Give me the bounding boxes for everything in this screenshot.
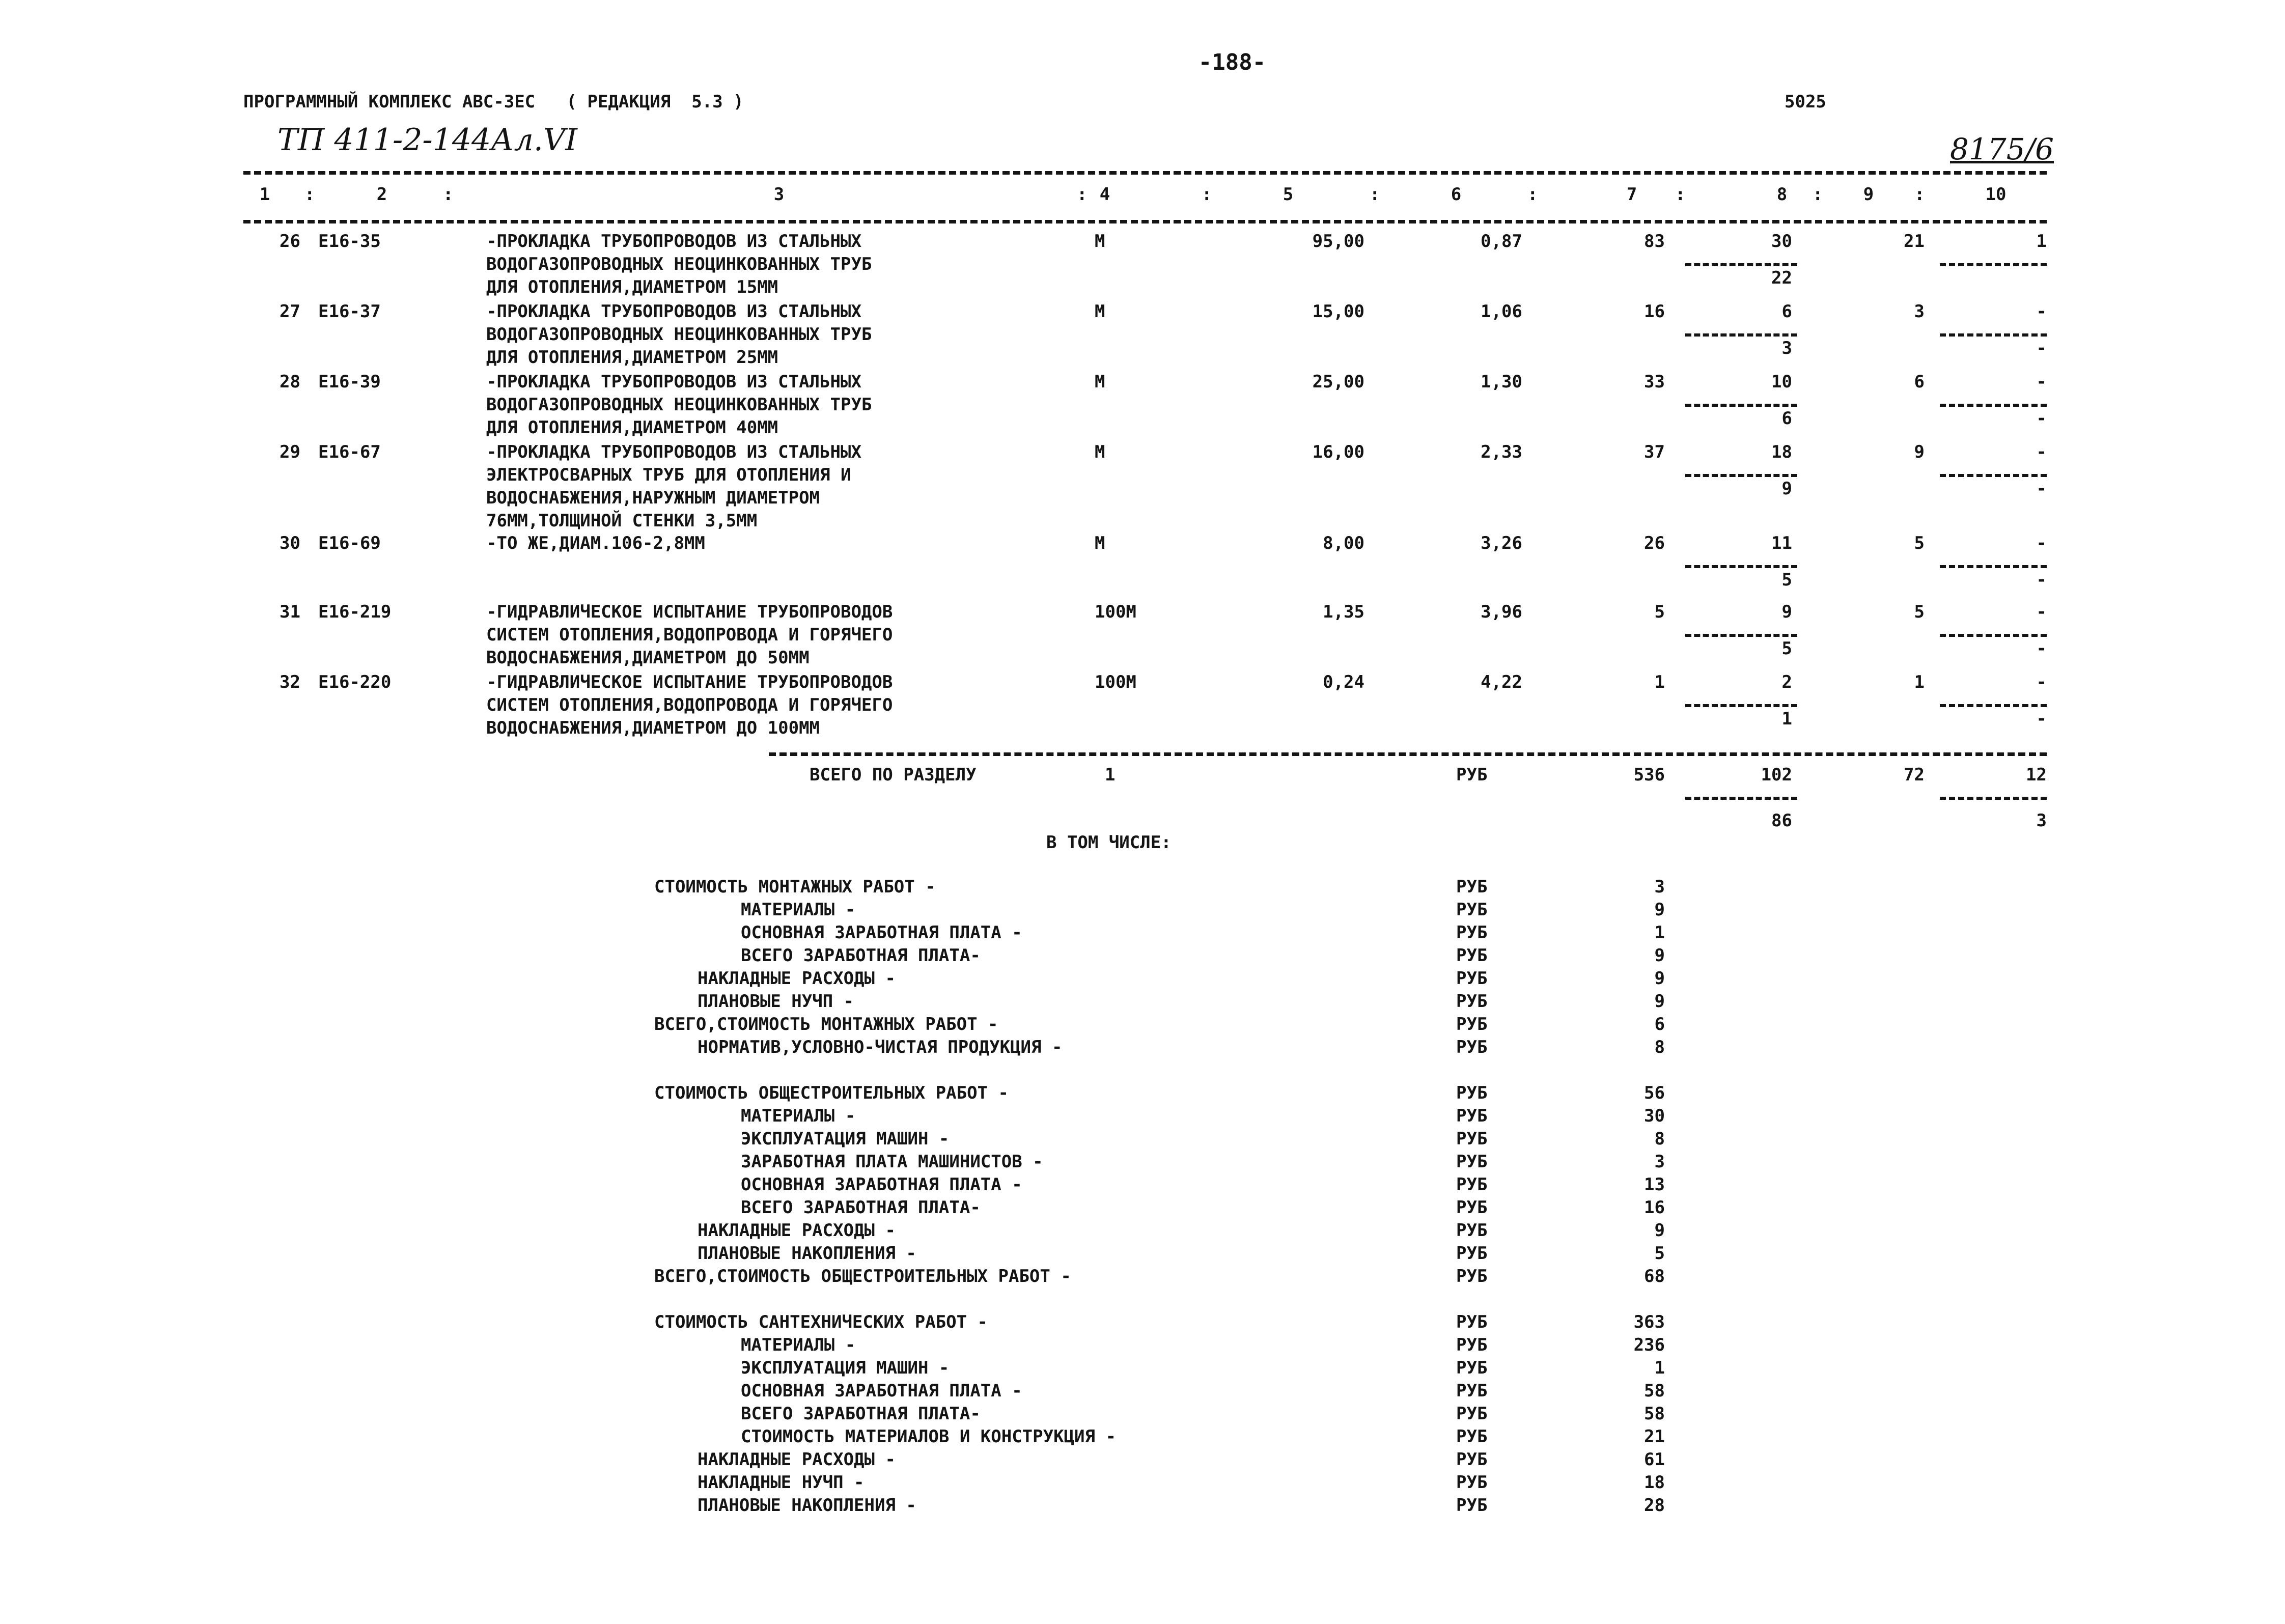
- breakdown-unit: РУБ: [1456, 1174, 1488, 1195]
- breakdown-unit: РУБ: [1456, 1335, 1488, 1355]
- column-number-7: 7: [1626, 184, 1637, 205]
- breakdown-value: 9: [1654, 900, 1665, 920]
- header-bottom-rule: [243, 220, 2047, 223]
- row-col10-divider: [1940, 404, 2047, 407]
- row-col10-divider: [1940, 565, 2047, 568]
- column-number-4: 4: [1099, 184, 1110, 205]
- breakdown-value: 8: [1654, 1037, 1665, 1057]
- breakdown-unit: РУБ: [1456, 1495, 1488, 1516]
- breakdown-label: МАТЕРИАЛЫ -: [741, 1106, 856, 1126]
- section-total-col10-bottom: 3: [2036, 810, 2047, 831]
- row-col8-top: 2: [1781, 672, 1792, 692]
- breakdown-label: НОРМАТИВ,УСЛОВНО-ЧИСТАЯ ПРОДУКЦИЯ -: [698, 1037, 1063, 1057]
- breakdown-unit: РУБ: [1456, 1312, 1488, 1332]
- page-number: -188-: [1198, 49, 1266, 75]
- breakdown-label: НАКЛАДНЫЕ РАСХОДЫ -: [698, 1220, 896, 1241]
- row-col10-top: 1: [2036, 231, 2047, 251]
- section-total-amount: 536: [1633, 765, 1665, 785]
- breakdown-label: ВСЕГО,СТОИМОСТЬ МОНТАЖНЫХ РАБОТ -: [654, 1014, 998, 1034]
- breakdown-unit: РУБ: [1456, 1106, 1488, 1126]
- row-number: 28: [280, 372, 300, 392]
- row-col8-divider: [1685, 634, 1797, 637]
- row-description: -ГИДРАВЛИЧЕСКОЕ ИСПЫТАНИЕ ТРУБОПРОВОДОВ СИСТЕМ ОТОПЛЕНИЯ,ВОДОПРОВОДА И ГОРЯЧЕГО ВОДОСНАБЖЕНИЯ,ДИАМЕТРОМ ДО 50ММ: [486, 602, 893, 668]
- section-total-col10-top: 12: [2026, 765, 2047, 785]
- row-col9: 21: [1904, 231, 1925, 251]
- row-unit: 100М: [1095, 602, 1136, 622]
- breakdown-value: 1: [1654, 1358, 1665, 1378]
- including-heading: В ТОМ ЧИСЛЕ:: [1046, 832, 1172, 853]
- row-col10-divider: [1940, 474, 2047, 477]
- breakdown-label: ВСЕГО ЗАРАБОТНАЯ ПЛАТА-: [741, 1197, 981, 1218]
- row-unit-price: 3,26: [1481, 533, 1522, 553]
- header-top-rule: [243, 171, 2047, 175]
- row-col10-bottom: -: [2036, 570, 2047, 590]
- row-col9: 3: [1914, 301, 1925, 322]
- column-separator: :: [304, 184, 315, 205]
- breakdown-unit: РУБ: [1456, 945, 1488, 966]
- row-col8-divider: [1685, 263, 1797, 266]
- breakdown-unit: РУБ: [1456, 1404, 1488, 1424]
- column-separator: :: [1914, 184, 1925, 205]
- row-quantity: 16,00: [1312, 442, 1364, 462]
- column-number-10: 10: [1985, 184, 2007, 205]
- row-unit: М: [1095, 231, 1105, 251]
- breakdown-value: 16: [1644, 1197, 1665, 1218]
- row-col10-top: -: [2036, 533, 2047, 553]
- row-col8-top: 10: [1771, 372, 1792, 392]
- row-col9: 5: [1914, 602, 1925, 622]
- breakdown-label: СТОИМОСТЬ МОНТАЖНЫХ РАБОТ -: [654, 877, 936, 897]
- breakdown-label: ОСНОВНАЯ ЗАРАБОТНАЯ ПЛАТА -: [741, 922, 1022, 943]
- breakdown-label: ПЛАНОВЫЕ НАКОПЛЕНИЯ -: [698, 1495, 916, 1516]
- breakdown-unit: РУБ: [1456, 877, 1488, 897]
- row-number: 32: [280, 672, 300, 692]
- row-col8-top: 30: [1771, 231, 1792, 251]
- breakdown-unit: РУБ: [1456, 1243, 1488, 1264]
- row-code: Е16-35: [318, 231, 381, 251]
- breakdown-value: 6: [1654, 1014, 1665, 1034]
- breakdown-label: ВСЕГО ЗАРАБОТНАЯ ПЛАТА-: [741, 1404, 981, 1424]
- row-number: 30: [280, 533, 300, 553]
- row-col10-bottom: -: [2036, 638, 2047, 659]
- row-description: -ПРОКЛАДКА ТРУБОПРОВОДОВ ИЗ СТАЛЬНЫХ ЭЛЕКТРОСВАРНЫХ ТРУБ ДЛЯ ОТОПЛЕНИЯ И ВОДОСНАБЖЕНИЯ,НАРУЖНЫМ ДИАМЕТРОМ 76ММ,ТОЛЩИНОЙ СТЕНКИ 3,5ММ: [486, 442, 861, 531]
- row-col8-bottom: 6: [1781, 408, 1792, 429]
- breakdown-value: 56: [1644, 1083, 1665, 1103]
- handwritten-project-number: ТП 411-2-144Ал.VI: [277, 122, 577, 158]
- row-col8-bottom: 3: [1781, 338, 1792, 358]
- row-unit: 100М: [1095, 672, 1136, 692]
- column-separator: :: [443, 184, 454, 205]
- breakdown-label: ЭКСПЛУАТАЦИЯ МАШИН -: [741, 1358, 950, 1378]
- row-col8-bottom: 9: [1781, 479, 1792, 499]
- breakdown-label: ВСЕГО,СТОИМОСТЬ ОБЩЕСТРОИТЕЛЬНЫХ РАБОТ -: [654, 1266, 1071, 1286]
- column-number-2: 2: [376, 184, 387, 205]
- row-code: Е16-219: [318, 602, 392, 622]
- column-separator: :: [1370, 184, 1380, 205]
- breakdown-label: НАКЛАДНЫЕ НУЧП -: [698, 1472, 865, 1493]
- column-number-8: 8: [1776, 184, 1788, 205]
- row-col8-top: 9: [1781, 602, 1792, 622]
- row-unit: М: [1095, 372, 1105, 392]
- breakdown-unit: РУБ: [1456, 922, 1488, 943]
- row-col10-bottom: -: [2036, 408, 2047, 429]
- breakdown-unit: РУБ: [1456, 1266, 1488, 1286]
- row-col10-bottom: -: [2036, 338, 2047, 358]
- row-total: 33: [1644, 372, 1665, 392]
- row-code: Е16-67: [318, 442, 381, 462]
- row-col9: 6: [1914, 372, 1925, 392]
- breakdown-value: 8: [1654, 1129, 1665, 1149]
- row-total: 37: [1644, 442, 1665, 462]
- breakdown-value: 68: [1644, 1266, 1665, 1286]
- breakdown-value: 18: [1644, 1472, 1665, 1493]
- column-separator: :: [1527, 184, 1538, 205]
- breakdown-value: 58: [1644, 1404, 1665, 1424]
- breakdown-unit: РУБ: [1456, 1083, 1488, 1103]
- breakdown-label: ЗАРАБОТНАЯ ПЛАТА МАШИНИСТОВ -: [741, 1152, 1043, 1172]
- row-col9: 9: [1914, 442, 1925, 462]
- breakdown-value: 1: [1654, 922, 1665, 943]
- breakdown-unit: РУБ: [1456, 1426, 1488, 1447]
- row-col10-bottom: -: [2036, 709, 2047, 729]
- row-col10-divider: [1940, 263, 2047, 266]
- breakdown-label: МАТЕРИАЛЫ -: [741, 1335, 856, 1355]
- row-col8-divider: [1685, 474, 1797, 477]
- row-unit: М: [1095, 442, 1105, 462]
- section-total-col9: 72: [1904, 765, 1925, 785]
- column-separator: :: [1202, 184, 1212, 205]
- breakdown-unit: РУБ: [1456, 1037, 1488, 1057]
- breakdown-value: 3: [1654, 877, 1665, 897]
- row-total: 83: [1644, 231, 1665, 251]
- breakdown-value: 236: [1633, 1335, 1665, 1355]
- breakdown-label: СТОИМОСТЬ ОБЩЕСТРОИТЕЛЬНЫХ РАБОТ -: [654, 1083, 1009, 1103]
- row-col8-bottom: 5: [1781, 638, 1792, 659]
- column-separator: :: [1813, 184, 1823, 205]
- row-col10-top: -: [2036, 372, 2047, 392]
- breakdown-label: СТОИМОСТЬ МАТЕРИАЛОВ И КОНСТРУКЦИЯ -: [741, 1426, 1116, 1447]
- row-description: -ПРОКЛАДКА ТРУБОПРОВОДОВ ИЗ СТАЛЬНЫХ ВОДОГАЗОПРОВОДНЫХ НЕОЦИНКОВАННЫХ ТРУБ ДЛЯ ОТОПЛЕНИЯ,ДИАМЕТРОМ 40ММ: [486, 372, 872, 438]
- column-number-3: 3: [773, 184, 785, 205]
- row-col8-top: 18: [1771, 442, 1792, 462]
- row-code: Е16-37: [318, 301, 381, 322]
- breakdown-label: ПЛАНОВЫЕ НАКОПЛЕНИЯ -: [698, 1243, 916, 1264]
- breakdown-unit: РУБ: [1456, 1472, 1488, 1493]
- row-code: Е16-69: [318, 533, 381, 553]
- row-col8-bottom: 1: [1781, 709, 1792, 729]
- breakdown-value: 21: [1644, 1426, 1665, 1447]
- column-number-6: 6: [1451, 184, 1462, 205]
- section-total-col8-divider: [1685, 797, 1797, 800]
- row-code: Е16-220: [318, 672, 392, 692]
- breakdown-unit: РУБ: [1456, 1449, 1488, 1470]
- row-total: 1: [1654, 672, 1665, 692]
- section-total-col10-divider: [1940, 797, 2047, 800]
- breakdown-unit: РУБ: [1456, 991, 1488, 1012]
- row-quantity: 1,35: [1323, 602, 1364, 622]
- breakdown-value: 28: [1644, 1495, 1665, 1516]
- row-unit-price: 3,96: [1481, 602, 1522, 622]
- row-col9: 1: [1914, 672, 1925, 692]
- row-col10-top: -: [2036, 301, 2047, 322]
- column-number-9: 9: [1863, 184, 1874, 205]
- breakdown-unit: РУБ: [1456, 900, 1488, 920]
- row-col8-bottom: 22: [1771, 268, 1792, 288]
- row-description: -ТО ЖЕ,ДИАМ.106-2,8ММ: [486, 533, 705, 553]
- row-col10-top: -: [2036, 602, 2047, 622]
- row-col10-bottom: -: [2036, 479, 2047, 499]
- row-col8-bottom: 5: [1781, 570, 1792, 590]
- row-col8-divider: [1685, 333, 1797, 337]
- row-col8-divider: [1685, 704, 1797, 707]
- breakdown-label: ЭКСПЛУАТАЦИЯ МАШИН -: [741, 1129, 950, 1149]
- row-quantity: 8,00: [1323, 533, 1364, 553]
- section-total-col8-top: 102: [1761, 765, 1792, 785]
- section-total-col8-bottom: 86: [1771, 810, 1792, 831]
- breakdown-unit: РУБ: [1456, 1358, 1488, 1378]
- breakdown-value: 9: [1654, 968, 1665, 989]
- column-number-5: 5: [1283, 184, 1294, 205]
- breakdown-value: 9: [1654, 1220, 1665, 1241]
- row-col8-divider: [1685, 565, 1797, 568]
- row-description: -ГИДРАВЛИЧЕСКОЕ ИСПЫТАНИЕ ТРУБОПРОВОДОВ СИСТЕМ ОТОПЛЕНИЯ,ВОДОПРОВОДА И ГОРЯЧЕГО ВОДОСНАБЖЕНИЯ,ДИАМЕТРОМ ДО 100ММ: [486, 672, 893, 738]
- row-unit-price: 1,30: [1481, 372, 1522, 392]
- row-number: 27: [280, 301, 300, 322]
- row-col10-divider: [1940, 704, 2047, 707]
- row-col9: 5: [1914, 533, 1925, 553]
- row-total: 16: [1644, 301, 1665, 322]
- breakdown-value: 9: [1654, 945, 1665, 966]
- breakdown-label: ОСНОВНАЯ ЗАРАБОТНАЯ ПЛАТА -: [741, 1174, 1022, 1195]
- row-col8-divider: [1685, 404, 1797, 407]
- breakdown-unit: РУБ: [1456, 1381, 1488, 1401]
- row-unit-price: 0,87: [1481, 231, 1522, 251]
- row-unit-price: 4,22: [1481, 672, 1522, 692]
- row-description: -ПРОКЛАДКА ТРУБОПРОВОДОВ ИЗ СТАЛЬНЫХ ВОДОГАЗОПРОВОДНЫХ НЕОЦИНКОВАННЫХ ТРУБ ДЛЯ ОТОПЛЕНИЯ,ДИАМЕТРОМ 25ММ: [486, 301, 872, 368]
- row-number: 31: [280, 602, 300, 622]
- row-quantity: 95,00: [1312, 231, 1364, 251]
- breakdown-value: 13: [1644, 1174, 1665, 1195]
- row-unit: М: [1095, 533, 1105, 553]
- row-number: 29: [280, 442, 300, 462]
- row-unit-price: 2,33: [1481, 442, 1522, 462]
- row-total: 26: [1644, 533, 1665, 553]
- breakdown-label: НАКЛАДНЫЕ РАСХОДЫ -: [698, 968, 896, 989]
- doc-code: 5025: [1785, 92, 1826, 112]
- row-unit-price: 1,06: [1481, 301, 1522, 322]
- row-number: 26: [280, 231, 300, 251]
- breakdown-unit: РУБ: [1456, 968, 1488, 989]
- row-col10-divider: [1940, 634, 2047, 637]
- breakdown-value: 3: [1654, 1152, 1665, 1172]
- breakdown-unit: РУБ: [1456, 1152, 1488, 1172]
- section-total-label: ВСЕГО ПО РАЗДЕЛУ: [810, 765, 977, 785]
- row-description: -ПРОКЛАДКА ТРУБОПРОВОДОВ ИЗ СТАЛЬНЫХ ВОДОГАЗОПРОВОДНЫХ НЕОЦИНКОВАННЫХ ТРУБ ДЛЯ ОТОПЛЕНИЯ,ДИАМЕТРОМ 15ММ: [486, 231, 872, 297]
- breakdown-value: 61: [1644, 1449, 1665, 1470]
- breakdown-label: НАКЛАДНЫЕ РАСХОДЫ -: [698, 1449, 896, 1470]
- breakdown-unit: РУБ: [1456, 1197, 1488, 1218]
- breakdown-label: СТОИМОСТЬ САНТЕХНИЧЕСКИХ РАБОТ -: [654, 1312, 988, 1332]
- breakdown-value: 363: [1633, 1312, 1665, 1332]
- row-col10-divider: [1940, 333, 2047, 337]
- section-total-count: 1: [1105, 765, 1116, 785]
- column-separator: :: [1675, 184, 1686, 205]
- row-col8-top: 6: [1781, 301, 1792, 322]
- breakdown-label: ОСНОВНАЯ ЗАРАБОТНАЯ ПЛАТА -: [741, 1381, 1022, 1401]
- section-total-unit: РУБ: [1456, 765, 1488, 785]
- breakdown-unit: РУБ: [1456, 1220, 1488, 1241]
- column-separator: :: [1077, 184, 1088, 205]
- row-unit: М: [1095, 301, 1105, 322]
- row-code: Е16-39: [318, 372, 381, 392]
- breakdown-unit: РУБ: [1456, 1014, 1488, 1034]
- breakdown-label: МАТЕРИАЛЫ -: [741, 900, 856, 920]
- row-col8-top: 11: [1771, 533, 1792, 553]
- section-total-rule: [769, 752, 2047, 756]
- row-col10-top: -: [2036, 442, 2047, 462]
- breakdown-value: 9: [1654, 991, 1665, 1012]
- row-quantity: 15,00: [1312, 301, 1364, 322]
- breakdown-unit: РУБ: [1456, 1129, 1488, 1149]
- breakdown-value: 58: [1644, 1381, 1665, 1401]
- row-col10-top: -: [2036, 672, 2047, 692]
- row-quantity: 25,00: [1312, 372, 1364, 392]
- program-title: ПРОГРАММНЫЙ КОМПЛЕКС АВС-3ЕС ( РЕДАКЦИЯ 5.3 ): [243, 92, 744, 112]
- breakdown-value: 5: [1654, 1243, 1665, 1264]
- row-total: 5: [1654, 602, 1665, 622]
- column-number-1: 1: [259, 184, 270, 205]
- breakdown-label: ПЛАНОВЫЕ НУЧП -: [698, 991, 854, 1012]
- breakdown-label: ВСЕГО ЗАРАБОТНАЯ ПЛАТА-: [741, 945, 981, 966]
- handwritten-sheet-number: 8175/6: [1950, 132, 2054, 166]
- breakdown-value: 30: [1644, 1106, 1665, 1126]
- row-quantity: 0,24: [1323, 672, 1364, 692]
